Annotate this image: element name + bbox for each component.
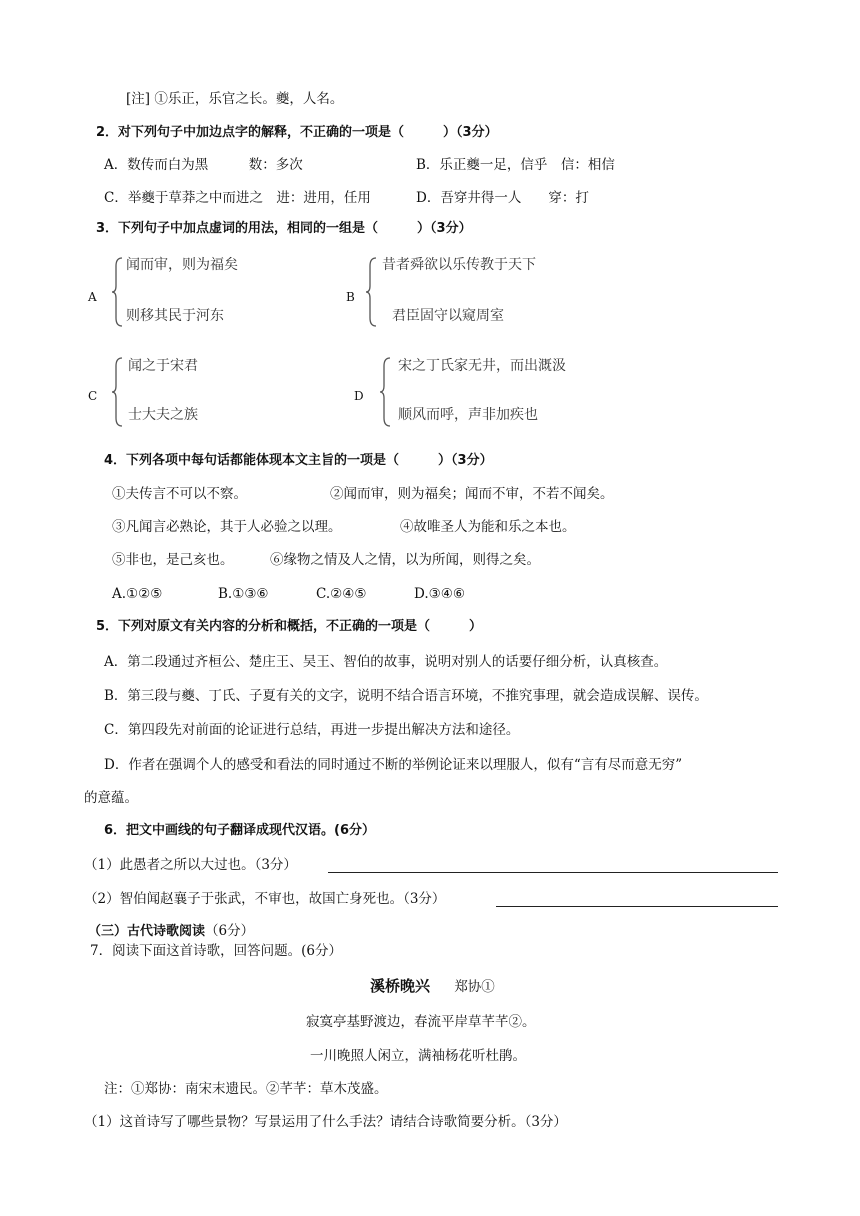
section-3-title: （三）古代诗歌阅读 [88, 924, 206, 939]
poem-author: 郑协① [454, 979, 495, 995]
q5-option-c: C．第四段先对前面的论证进行总结，再进一步提出解决方法和途径。 [104, 722, 520, 738]
question-6-title: 6．把文中画线的句子翻译成现代汉语。(6分） [104, 823, 376, 838]
q4-option-d: D.③④⑥ [414, 586, 465, 602]
q3-b-line2: 君臣固守以窥周室 [392, 308, 504, 324]
q3-c-line1: 闻之于宋君 [128, 358, 198, 374]
poem-heading [370, 977, 495, 996]
q3-label-d: D [354, 389, 364, 403]
q6-sentence-1: （1）此愚者之所以大过也。（3分） [84, 857, 297, 873]
poem-line-1: 寂寞亭基野渡边，春流平岸草芊芊②。 [306, 1014, 536, 1030]
brace-d [380, 356, 392, 428]
q5-option-a: A．第二段通过齐桓公、楚庄王、吴王、智伯的故事，说明对别人的话要仔细分析，认真核查。 [104, 654, 668, 670]
q4-item-3: ③凡闻言必熟论，其于人必验之以理。 [112, 519, 342, 535]
section-3-heading [88, 922, 254, 941]
q3-label-a: A [88, 290, 97, 304]
q2-option-a: A．数传而白为黑 数：多次 [104, 157, 303, 173]
q3-a-line1: 闻而审，则为福矣 [126, 257, 238, 273]
note-annotation: [注] ①乐正，乐官之长。夔，人名。 [126, 91, 344, 107]
q4-option-b: B.①③⑥ [218, 586, 269, 602]
brace-c [112, 356, 124, 428]
poem-line-2: 一川晚照人闲立，满袖杨花听杜鹃。 [310, 1048, 526, 1064]
brace-a [112, 256, 124, 328]
question-5-title: 5．下列对原文有关内容的分析和概括，不正确的一项是（ ） [96, 619, 483, 634]
poem-note: 注：①郑协：南宋末遗民。②芊芊：草木茂盛。 [104, 1081, 388, 1097]
question-2-title: 2．对下列句子中加边点字的解释，不正确的一项是（ ）（3分） [96, 125, 498, 140]
q4-item-6: ⑥缘物之情及人之情，以为所闻，则得之矣。 [270, 552, 540, 568]
q3-b-line1: 昔者舜欲以乐传教于天下 [382, 257, 536, 273]
q3-c-line2: 士大夫之族 [128, 407, 198, 423]
q3-d-line2: 顺风而呼，声非加疾也 [398, 407, 538, 423]
q7-subquestion-1: （1）这首诗写了哪些景物？写景运用了什么手法？请结合诗歌简要分析。（3分） [84, 1114, 567, 1130]
q2-option-c: C．举夔于草莽之中而进之 进：进用，任用 [104, 190, 371, 206]
q3-a-line2: 则移其民于河东 [126, 308, 224, 324]
q4-item-4: ④故唯圣人为能和乐之本也。 [400, 519, 576, 535]
q4-item-5: ⑤非也，是己亥也。 [112, 552, 234, 568]
q5-option-d-line1: D．作者在强调个人的感受和看法的同时通过不断的举例论证来以理服人，似有“言有尽而意无穷” [104, 757, 683, 773]
question-3-title: 3．下列句子中加点虚词的用法，相同的一组是（ ）（3分） [96, 221, 472, 236]
question-4-title: 4．下列各项中每句话都能体现本文主旨的一项是（ ）（3分） [104, 453, 493, 468]
brace-b [366, 256, 378, 328]
q2-option-d: D．吾穿井得一人 穿：打 [416, 190, 589, 206]
q6-answer-line-2[interactable] [496, 906, 778, 907]
q4-option-a: A.①②⑤ [112, 586, 163, 602]
q3-d-line1: 宋之丁氏家无井，而出溉汲 [398, 358, 566, 374]
q2-option-b: B．乐正夔一足，信乎 信：相信 [416, 157, 615, 173]
q6-answer-line-1[interactable] [328, 872, 778, 873]
q5-option-d-line2: 的意蕴。 [84, 790, 138, 806]
question-7-title: 7．阅读下面这首诗歌，回答问题。(6分） [90, 943, 342, 959]
q5-option-b: B．第三段与夔、丁氏、子夏有关的文字，说明不结合语言环境，不推究事理，就会造成误解、误传。 [104, 688, 708, 704]
q4-option-c: C.②④⑤ [316, 586, 367, 602]
poem-title: 溪桥晚兴 [370, 977, 431, 995]
q3-label-b: B [346, 290, 355, 304]
q6-sentence-2: （2）智伯闻赵襄子于张武，不审也，故国亡身死也。（3分） [84, 891, 446, 907]
q3-label-c: C [88, 389, 98, 403]
section-3-score: （6分） [205, 923, 255, 939]
q4-item-1: ①夫传言不可以不察。 [112, 486, 247, 502]
q4-item-2: ②闻而审，则为福矣；闻而不审，不若不闻矣。 [330, 486, 614, 502]
